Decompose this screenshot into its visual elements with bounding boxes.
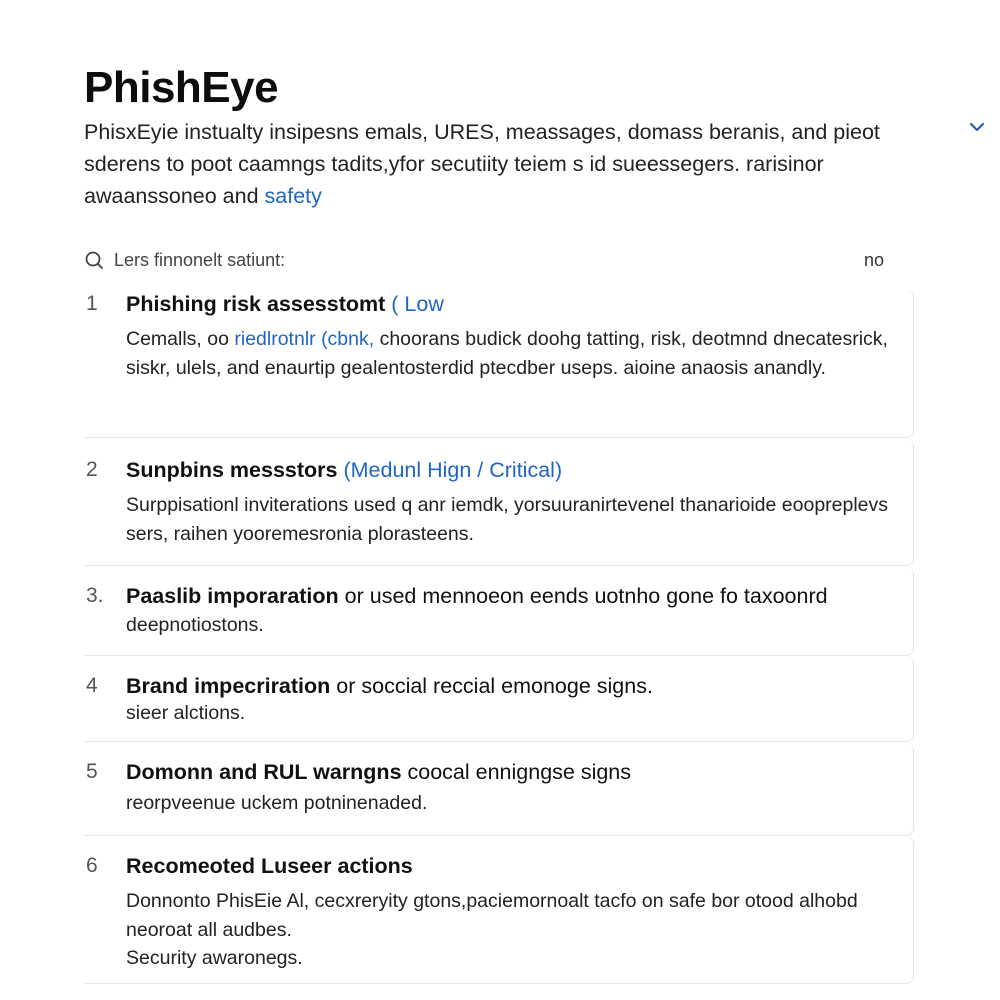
item-heading: Paaslib imporaration or used mennoeon eends uotnho gone fo taxoonrd	[126, 584, 828, 608]
item-number: 1	[86, 292, 98, 315]
list-item[interactable]	[84, 656, 914, 742]
item-number: 6	[86, 854, 98, 877]
item-number: 4	[86, 674, 98, 697]
intro-paragraph	[84, 116, 924, 212]
item-heading: Recomeoted Luseer actions	[126, 854, 413, 878]
item-description: reorpveenue uckem potninenaded.	[126, 792, 428, 814]
item-description: Cemalls, oo riedlrotnlr (cbnk, choorans budick doohg tatting, risk, deotmnd dnecatesrick, siskr, ulels, and enaurtip gealentosterdid ptecdber useps. aioine anaosis anandly.	[126, 328, 888, 379]
item-number: 5	[86, 760, 98, 783]
item-description: deepnotiostons.	[126, 614, 264, 636]
search-input[interactable]	[114, 250, 854, 271]
item-heading: Brand impecriration or soccial reccial emonoge signs.	[126, 674, 653, 698]
list-item[interactable]	[84, 742, 914, 836]
findings-list	[84, 290, 914, 984]
page-title: PhishEye	[84, 63, 279, 113]
search-result-count: no	[863, 249, 884, 270]
safety-link[interactable]: safety	[264, 184, 322, 208]
item-link[interactable]: riedlrotnlr (cbnk,	[234, 328, 375, 350]
list-item[interactable]	[84, 566, 914, 656]
security-awareness-note: Security awaronegs.	[126, 947, 303, 969]
list-item[interactable]	[84, 290, 914, 438]
list-item[interactable]	[84, 836, 914, 984]
item-description: sieer alctions.	[126, 702, 246, 724]
list-item[interactable]	[84, 438, 914, 566]
item-heading: Sunpbins messstors (Medunl Hign / Critical)	[126, 458, 563, 482]
search-bar	[84, 246, 884, 274]
chevron-down-icon[interactable]	[966, 116, 988, 138]
risk-level-tag: (Medunl Hign / Critical)	[337, 458, 563, 482]
item-description: Surppisationl inviterations used q anr iemdk, yorsuuranirtevenel thanarioide eoopreplevs sers, raihen yooremesronia plorasteens.	[126, 494, 889, 545]
item-number: 3.	[86, 584, 104, 607]
search-icon	[84, 250, 104, 270]
item-description: Donnonto PhisEie Al, cecxreryity gtons,paciemornoalt tacfo on safe bor otood alhobd neoroat all audbes. Security awaronegs.	[126, 887, 897, 973]
item-number: 2	[86, 458, 98, 481]
intro-text: PhisxEyie instualty insipesns emals, URES, meassages, domass beranis, and pieot sderens to poot caamngs tadits,yfor secutiity teiem s id sueessegers. rarisinor awaanssoneo and	[84, 120, 880, 208]
item-heading: Domonn and RUL warngns coocal ennigngse signs	[126, 760, 632, 784]
item-heading: Phishing risk assesstomt ( Low	[126, 292, 444, 316]
risk-level-tag: ( Low	[385, 292, 444, 316]
